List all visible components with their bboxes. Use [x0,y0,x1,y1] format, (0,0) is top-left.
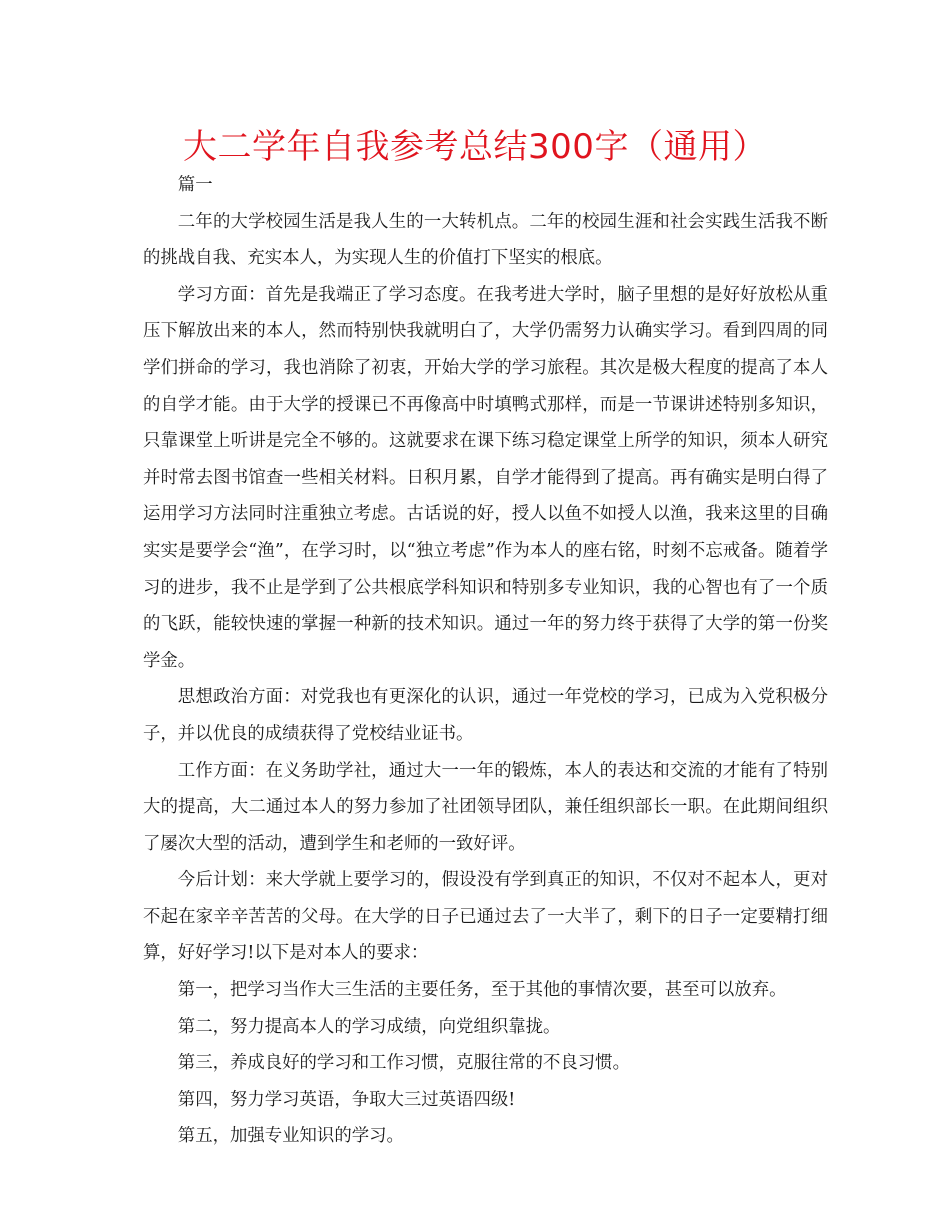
list-item-5: 第五，加强专业知识的学习。 [177,1126,404,1147]
list-item-4: 第四，努力学习英语，争取大三过英语四级! [177,1089,516,1110]
list-item-3: 第三，养成良好的学习和工作习惯，克服往常的不良习惯。 [177,1053,630,1074]
list-item-2: 第二，努力提高本人的学习成绩，向党组织靠拢。 [177,1016,561,1037]
paragraph-intro: 二年的大学校园生活是我人生的一大转机点。二年的校园生涯和社会实践生活我不断的挑战自我、充实本人，为实现人生的价值打下坚实的根底。 [143,211,828,269]
paragraph-plan: 今后计划：来大学就上要学习的，假设没有学到真正的知识，不仅对不起本人，更对不起在家辛辛苦苦的父母。在大学的日子已通过去了一大半了，剩下的日子一定要精打细算，好好学习!以下是对本人的要求： [143,870,828,964]
list-item-1: 第一，把学习当作大三生活的主要任务，至于其他的事情次要，甚至可以放弃。 [177,980,787,1001]
section-label: 篇一 [177,175,213,195]
paragraph-politics: 思想政治方面：对党我也有更深化的认识，通过一年党校的学习，已成为入党积极分子，并以优良的成绩获得了党校结业证书。 [143,687,828,744]
paragraph-study: 学习方面：首先是我端正了学习态度。在我考进大学时，脑子里想的是好好放松从重压下解放出来的本人，然而特别快我就明白了，大学仍需努力认确实学习。看到四周的同学们拼命的学习，我也消除了初衷，开始大学的学习旅程。其次是极大程度的提高了本人的自学才能。由于大学的授课已不再像高中时填鸭式那样，而是一节课讲述特别多知识，只靠课堂上听讲是完全不够的。这就要求在课下练习稳定课堂上所学的知识，须本人研究并时常去图书馆查一些相关材料。日积月累，自学才能得到了提高。再有确实是明白得了运用学习方法同时注重独立考虑。古话说的好，授人以鱼不如授人以渔，我来这里的目确实实是要学会“渔”，在学习时，以“独立考虑”作为本人的座右铭，时刻不忘戒备。随着学习的进步，我不止是学到了公共根底学科知识和特别多专业知识，我的心智也有了一个质的飞跃，能较快速的掌握一种新的技术知识。通过一年的努力终于获得了大学的第一份奖学金。 [143,284,828,671]
document-body [143,167,828,1155]
document-title: 大二学年自我参考总结300字（通用） [183,127,767,167]
paragraph-work: 工作方面：在义务助学社，通过大一一年的锻炼，本人的表达和交流的才能有了特别大的提高，大二通过本人的努力参加了社团领导团队，兼任组织部长一职。在此期间组织了屡次大型的活动，遭到学生和老师的一致好评。 [143,760,828,854]
